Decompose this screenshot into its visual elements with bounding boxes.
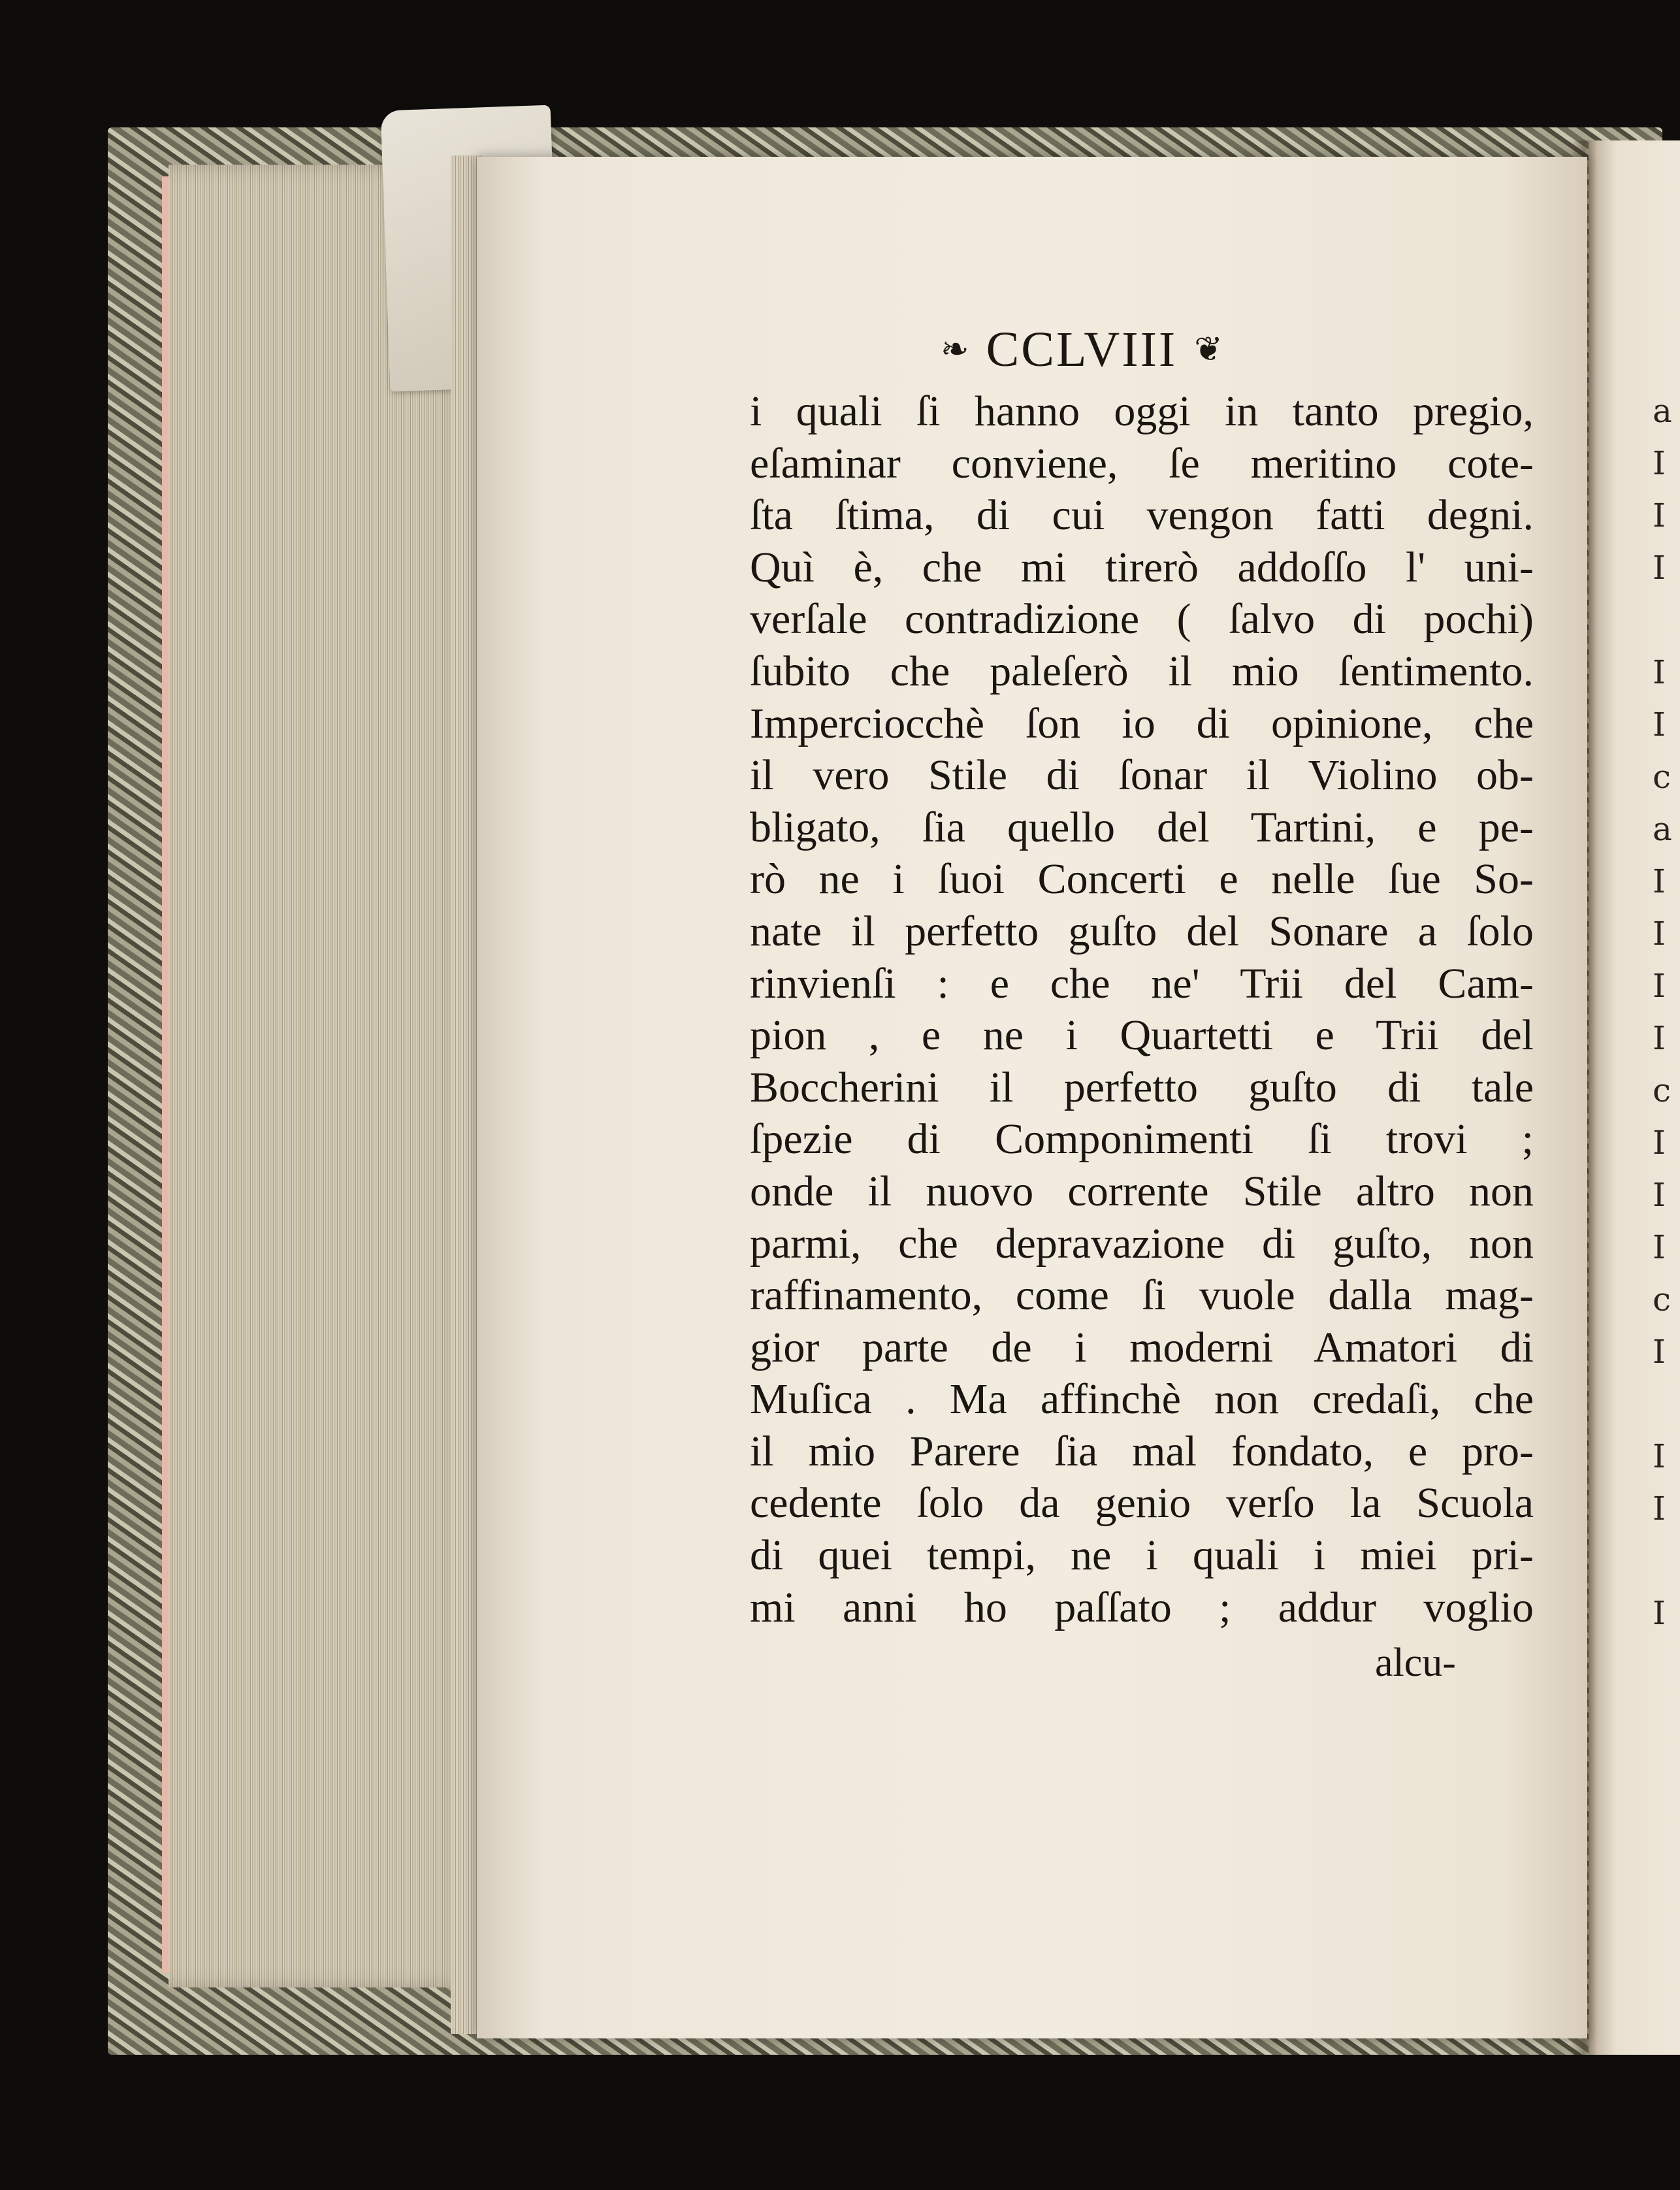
facing-page-text-fragment: I [1653, 653, 1666, 691]
facing-page-text-fragment: I [1653, 444, 1666, 482]
page-number: CCLVIII [986, 321, 1178, 377]
facing-page-text-fragment: I [1653, 1333, 1666, 1371]
text-line: Muſica . Ma affinchè non credaſi, che [750, 1375, 1534, 1424]
facing-page-text-fragment: c [1653, 1281, 1672, 1318]
text-line: i quali ſi hanno oggi in tanto pregio, [750, 387, 1534, 435]
text-line: nate il perfetto guſto del Sonare a ſolo [750, 907, 1534, 955]
text-line: Boccherini il perfetto guſto di tale [750, 1063, 1534, 1111]
catchword: alcu- [1375, 1641, 1456, 1685]
facing-page-text-fragment: I [1653, 497, 1666, 534]
facing-page-text-fragment: I [1653, 1124, 1666, 1162]
text-line: rò ne i ſuoi Concerti e nelle ſue So- [750, 855, 1534, 904]
facing-page-text-fragment: I [1653, 1176, 1666, 1214]
text-line: gior parte de i moderni Amatori di [750, 1323, 1534, 1371]
facing-page-text-fragment: a [1653, 810, 1672, 848]
facing-page-text-fragment: I [1653, 706, 1666, 744]
page-block-edges [169, 165, 469, 1987]
facing-page-text-fragment: I [1653, 549, 1666, 587]
text-line: Quì è, che mi tirerò addoſſo l' uni- [750, 543, 1534, 591]
facing-page [1589, 140, 1680, 2055]
facing-page-text-fragment: I [1653, 1019, 1666, 1057]
text-line: bligato, ſia quello del Tartini, e pe- [750, 803, 1534, 851]
running-header [941, 320, 1223, 379]
text-line: di quei tempi, ne i quali i miei pri- [750, 1531, 1534, 1580]
text-line: rinvienſi : e che ne' Trii del Cam- [750, 959, 1534, 1007]
text-line: Imperciocchè ſon io di opinione, che [750, 699, 1534, 747]
text-line: il mio Parere ſia mal fondato, e pro- [750, 1427, 1534, 1475]
facing-page-text-fragment: c [1653, 1071, 1672, 1109]
text-line: mi anni ho paſſato ; addur voglio [750, 1583, 1534, 1631]
text-line: pion , e ne i Quartetti e Trii del [750, 1011, 1534, 1060]
text-line: ſpezie di Componimenti ſi trovi ; [750, 1115, 1534, 1164]
text-line: cedente ſolo da genio verſo la Scuola [750, 1479, 1534, 1528]
facing-page-text-fragment: I [1653, 1228, 1666, 1266]
facing-page-text-fragment: a [1653, 392, 1672, 430]
text-line: ſta ſtima, di cui vengon fatti degni. [750, 491, 1534, 540]
text-line: onde il nuovo corrente Stile altro non [750, 1167, 1534, 1215]
text-line: il vero Stile di ſonar il Violino ob- [750, 751, 1534, 800]
left-ornament-icon: ❧ [941, 330, 969, 369]
facing-page-text-fragment: I [1653, 862, 1666, 900]
facing-page-text-fragment: I [1653, 1437, 1666, 1475]
text-line: parmi, che depravazione di guſto, non [750, 1219, 1534, 1267]
facing-page-text-fragment: I [1653, 1594, 1666, 1632]
facing-page-text-fragment: c [1653, 758, 1672, 796]
text-line: raffinamento, come ſi vuole dalla mag- [750, 1271, 1534, 1320]
facing-page-text-fragment: I [1653, 915, 1666, 953]
text-line: ſubito che paleſerò il mio ſentimento. [750, 647, 1534, 695]
facing-page-text-fragment: I [1653, 1490, 1666, 1528]
text-line: eſaminar conviene, ſe meritino cote- [750, 439, 1534, 487]
right-ornament-icon: ❦ [1194, 330, 1223, 369]
body-text [750, 385, 1534, 1633]
facing-page-text-fragment: I [1653, 967, 1666, 1005]
text-line: verſale contradizione ( ſalvo di pochi) [750, 595, 1534, 644]
